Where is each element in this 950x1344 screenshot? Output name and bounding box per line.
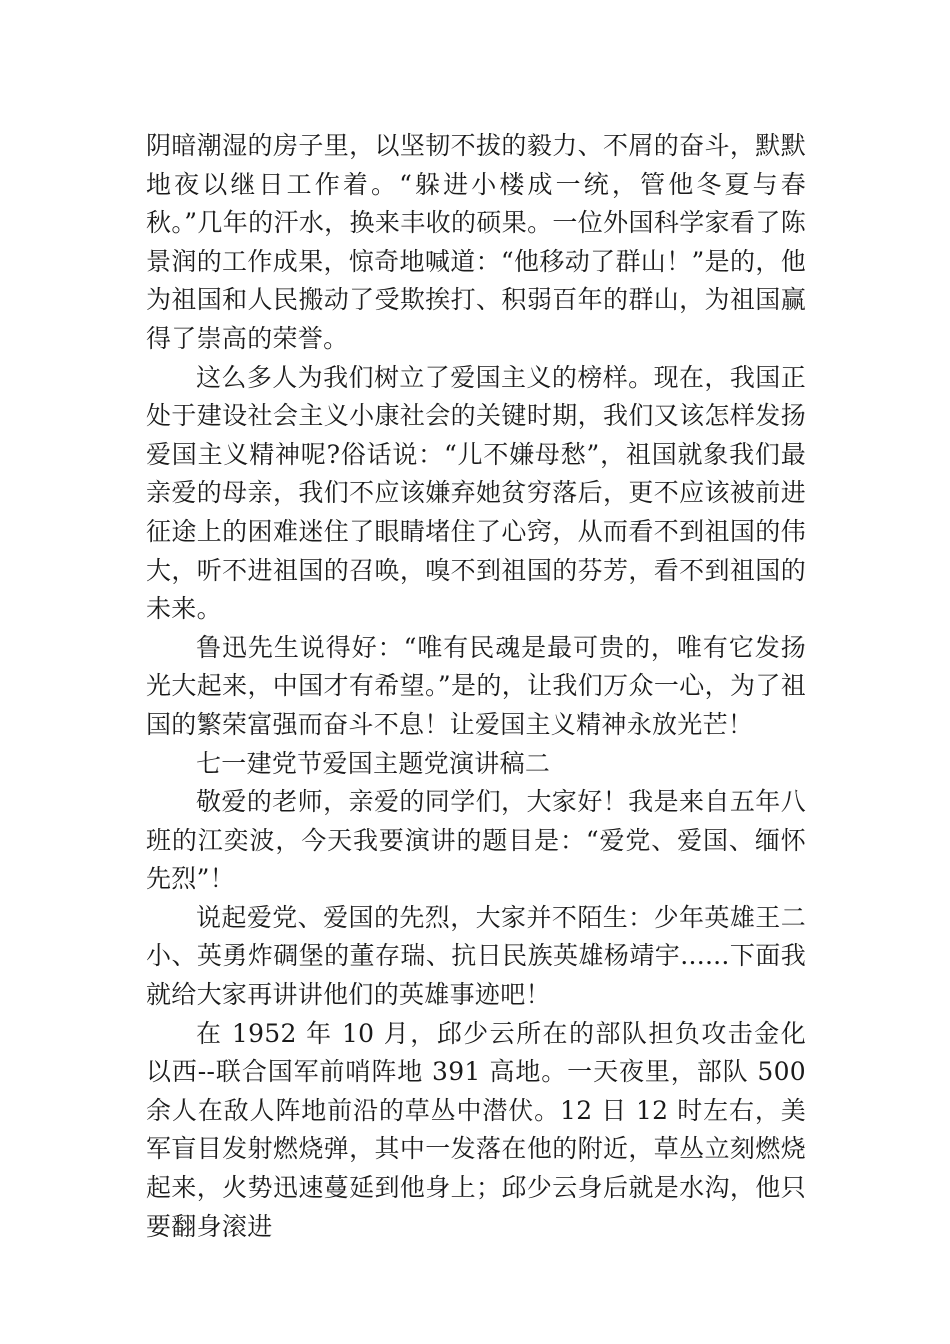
document-body	[146, 127, 806, 1246]
paragraph-patriotism-role-models: 这么多人为我们树立了爱国主义的榜样。现在，我国正处于建设社会主义小康社会的关键时期，我们又该怎样发扬爱国主义精神呢?俗话说：“儿不嫌母愁”，祖国就象我们最亲爱的母亲，我们不应该嫌弃她贫穷落后，更不应该被前进征途上的困难迷住了眼睛堵住了心窍，从而看不到祖国的伟大，听不进祖国的召唤，嗅不到祖国的芬芳，看不到祖国的未来。	[146, 362, 806, 624]
paragraph-greeting: 敬爱的老师，亲爱的同学们，大家好！我是来自五年八班的江奕波，今天我要演讲的题目是：“爱党、爱国、缅怀先烈”！	[146, 787, 806, 894]
paragraph-martyrs-intro: 说起爱党、爱国的先烈，大家并不陌生：少年英雄王二小、英勇炸碉堡的董存瑞、抗日民族英雄杨靖宇......下面我就给大家再讲讲他们的英雄事迹吧！	[146, 902, 806, 1010]
paragraph-continuation: 阴暗潮湿的房子里，以坚韧不拔的毅力、不屑的奋斗，默默地夜以继日工作着。“躲进小楼成一统，管他冬夏与春秋。”几年的汗水，换来丰收的硕果。一位外国科学家看了陈景润的工作成果，惊奇地喊道：“他移动了群山！”是的，他为祖国和人民搬动了受欺挨打、积弱百年的群山，为祖国赢得了崇高的荣誉。	[146, 131, 806, 353]
section-heading: 七一建党节爱国主题党演讲稿二	[196, 748, 551, 778]
paragraph-lu-xun-quote: 鲁迅先生说得好：“唯有民魂是最可贵的，唯有它发扬光大起来，中国才有希望。”是的，让我们万众一心，为了祖国的繁荣富强而奋斗不息！让爱国主义精神永放光芒！	[146, 632, 806, 739]
paragraph-qiu-shaoyun: 在 1952 年 10 月，邱少云所在的部队担负攻击金化以西--联合国军前哨阵地 391 高地。一天夜里，部队 500 余人在敌人阵地前沿的草丛中潜伏。12 日 12 时左右，美军盲目发射燃烧弹，其中一发落在他的附近，草丛立刻燃烧起来，火势迅速蔓延到他身上；邱少云身后就是水沟，他只要翻身滚进	[146, 1018, 806, 1241]
